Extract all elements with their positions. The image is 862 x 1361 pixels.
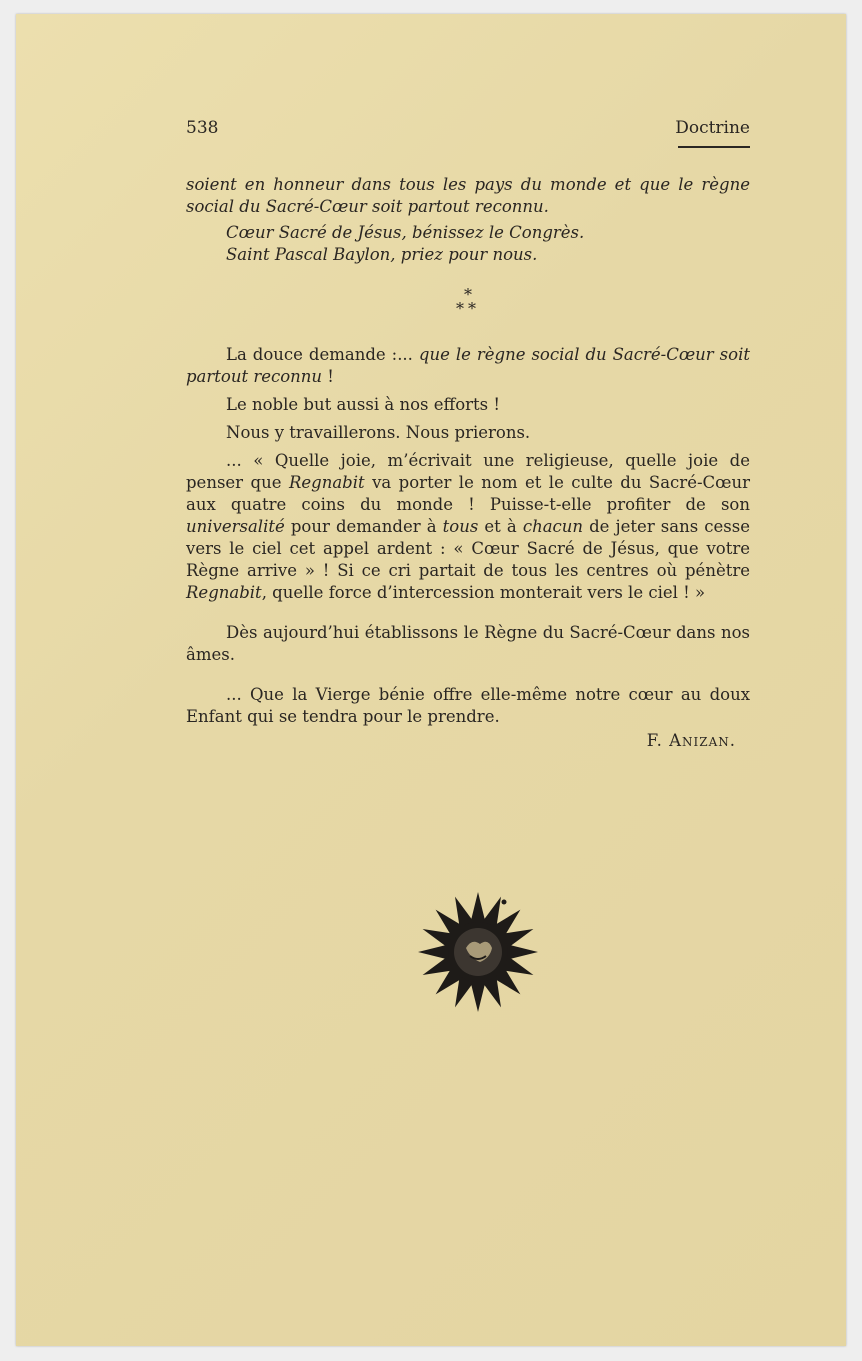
header-rule <box>678 146 750 148</box>
running-head: Doctrine <box>675 118 750 138</box>
paragraph-travaillerons: Nous y travaillerons. Nous prierons. <box>226 423 531 442</box>
sun-ornament-icon <box>416 890 540 1014</box>
text-span: et à <box>478 517 523 536</box>
asterism-divider: * ** <box>456 285 480 318</box>
signature-initial: F. <box>646 731 670 750</box>
text-span-italic: chacun <box>522 517 584 536</box>
text-span-italic: universalité <box>186 517 285 536</box>
page-body <box>186 174 750 752</box>
paragraph-quotation <box>186 450 750 604</box>
signature-name: Anizan. <box>669 731 736 750</box>
paragraph-noble-but: Le noble but aussi à nos efforts ! <box>226 395 500 414</box>
author-signature <box>186 730 750 752</box>
text-span: , quelle force d’intercession monterait vers le ciel ! » <box>261 583 706 602</box>
paragraph-vierge: ... Que la Vierge bénie offre elle-même notre cœur au doux Enfant qui se tendra pour le prendre. <box>186 685 750 726</box>
text-span-italic: Regnabit <box>186 583 262 602</box>
text-span: ! <box>322 367 334 386</box>
text-span: va porter le nom et le culte du Sacré-Cœur aux quatre coins du monde ! Puisse-t-elle profiter de son <box>186 473 750 514</box>
paragraph-continuation: soient en honneur dans tous les pays du monde et que le règne social du Sacré-Cœur soit partout reconnu. <box>186 175 750 216</box>
paragraph-douce-demande <box>186 344 750 388</box>
text-span: de jeter sans cesse vers le ciel cet appel ardent : « Cœur Sacré de Jésus, que votre Règne arrive » ! Si ce cri partait de tous les centres où pénètre <box>186 517 750 580</box>
text-span: La douce demande :... <box>226 345 419 364</box>
text-span: pour demander à <box>284 517 443 536</box>
text-span-italic: Regnabit <box>288 473 365 492</box>
text-span: ... « Quelle joie, m’écrivait une religieuse, quelle joie de penser que <box>186 451 750 492</box>
verse-line: Cœur Sacré de Jésus, bénissez le Congrès. <box>226 223 585 242</box>
paragraph-des-aujourdhui: Dès aujourd’hui établissons le Règne du Sacré-Cœur dans nos âmes. <box>186 623 750 664</box>
page-header <box>186 118 750 148</box>
book-page <box>16 14 846 1346</box>
page-number: 538 <box>186 118 219 138</box>
text-span-italic: tous <box>442 517 479 536</box>
verse-line: Saint Pascal Baylon, priez pour nous. <box>226 245 538 264</box>
text-span-italic: que le règne social du Sacré-Cœur soit partout reconnu <box>186 345 750 386</box>
